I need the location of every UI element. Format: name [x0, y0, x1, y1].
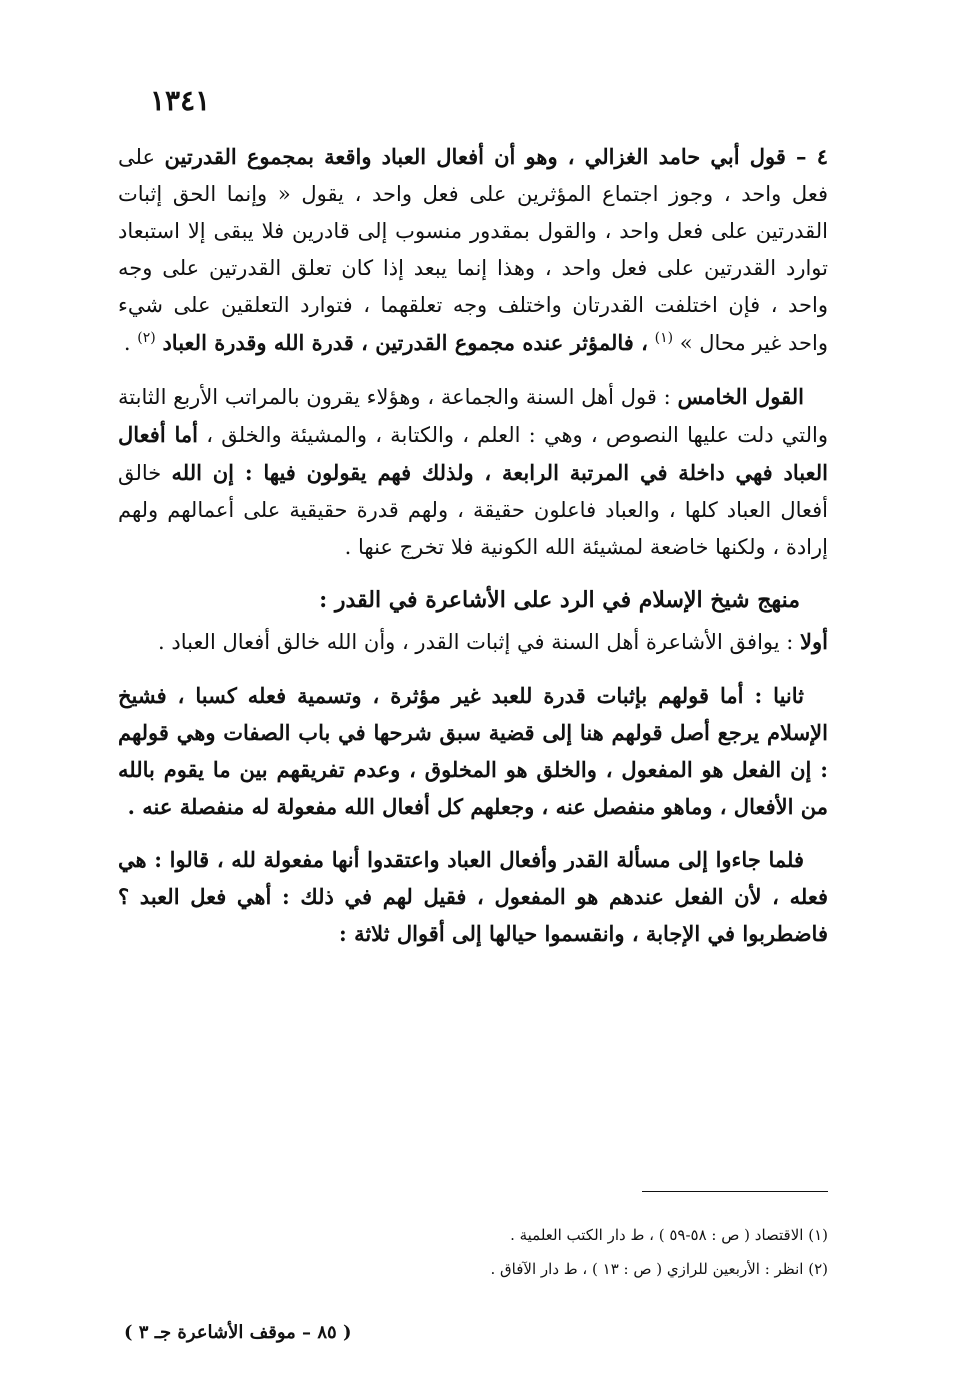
- paragraph-first: [118, 623, 828, 661]
- paragraph-fifth-view: [118, 378, 828, 566]
- fifth-view-text-end: خالق أفعال العباد كلها ، والعباد فاعلون حقيقة ، ولهم قدرة حقيقية على أعمالهم ولهم إرادة ، ولكنها خاضعة لمشيئة الله الكونية فلا تخرج عنها .: [118, 461, 828, 559]
- paragraph-ghazali: [118, 138, 828, 362]
- fifth-view-label: القول الخامس: [677, 384, 804, 409]
- footnote-ref-2: (٢): [137, 330, 156, 346]
- fifth-view-bold: أما أفعال العباد فهي داخلة في المرتبة الرابعة ، ولذلك فهم يقولون فيها : إن الله: [118, 422, 828, 485]
- footnotes: [128, 1218, 828, 1286]
- paragraph-ghazali-end: .: [123, 331, 131, 355]
- second-text: ثانيا : أما قولهم بإثبات قدرة للعبد غير مؤثرة ، وتسمية فعله كسبا ، فشيخ الإسلام يرجع أصل قولهم هنا إلى قضية سبق شرحها في باب الصفات وهي قولهم : إن الفعل هو المفعول ، والخلق هو المخلوق ، وعدم تفريقهم بين ما يقوم بالله من الأفعال ، وماهو منفصل عنه ، وجعلهم كل أفعال الله مفعولة له منفصلة عنه .: [118, 683, 828, 819]
- first-text: : يوافق الأشاعرة أهل السنة في إثبات القدر ، وأن الله خالق أفعال العباد .: [158, 630, 794, 654]
- fifth-view-text: : قول أهل السنة والجماعة ، وهؤلاء يقرون بالمراتب الأربع الثابتة والتي دلت عليها النصوص ، وهي : العلم ، والكتابة ، والمشيئة والخلق ،: [118, 385, 829, 447]
- section-heading: منهج شيخ الإسلام في الرد على الأشاعرة في القدر :: [319, 587, 800, 613]
- third-text: فلما جاءوا إلى مسألة القدر وأفعال العباد واعتقدوا أنها مفعولة لله ، قالوا : هي فعله ، لأن الفعل عندهم هو المفعول ، فقيل لهم في ذلك : أهي فعل العبد ؟ فاضطربوا في الإجابة ، وانقسموا حيالها إلى أقوال ثلاثة :: [118, 847, 828, 946]
- signature-mark: ( ٨٥ – موقف الأشاعرة جـ ٣ ): [124, 1322, 352, 1343]
- paragraph-ghazali-heading: ٤ – قول أبي حامد الغزالي ، وهو أن أفعال العباد واقعة بمجموع القدرتين: [164, 144, 828, 169]
- first-label: أولا: [800, 629, 828, 654]
- paragraph-ghazali-text: على فعل واحد ، وجوز اجتماع المؤثرين على فعل واحد ، يقول « وإنما الحق إثبات القدرتين على فعل واحد ، والقول بمقدور منسوب إلى قادرين فلا يبقى إلا استبعاد توارد القدرتين على فعل واحد ، وهذا إنما يبعد إذا كان تعلق القدرتين على وجه واحد ، فإن اختلفت القدرتان واختلف وجه تعلقهما ، فتوارد التعلقين على شيء واحد غير محال »: [118, 145, 828, 355]
- main-text: [118, 138, 828, 968]
- paragraph-second: [118, 677, 828, 825]
- footnote-ref-1: (١): [654, 330, 674, 346]
- footnote-2: (٢) انظر : الأربعين للرازي ( ص : ١٣ ) ، ط دار الآفاق .: [490, 1260, 828, 1278]
- paragraph-ghazali-conclusion: ، فالمؤثر عنده مجموع القدرتين ، قدرة الله وقدرة العباد: [162, 330, 648, 355]
- footnote-separator: [642, 1191, 828, 1192]
- paragraph-third: [118, 841, 828, 952]
- page-number: ١٣٤١: [150, 84, 211, 117]
- footnote-1: (١) الاقتصاد ( ص : ٥٨-٥٩ ) ، ط دار الكتب العلمية .: [510, 1226, 828, 1244]
